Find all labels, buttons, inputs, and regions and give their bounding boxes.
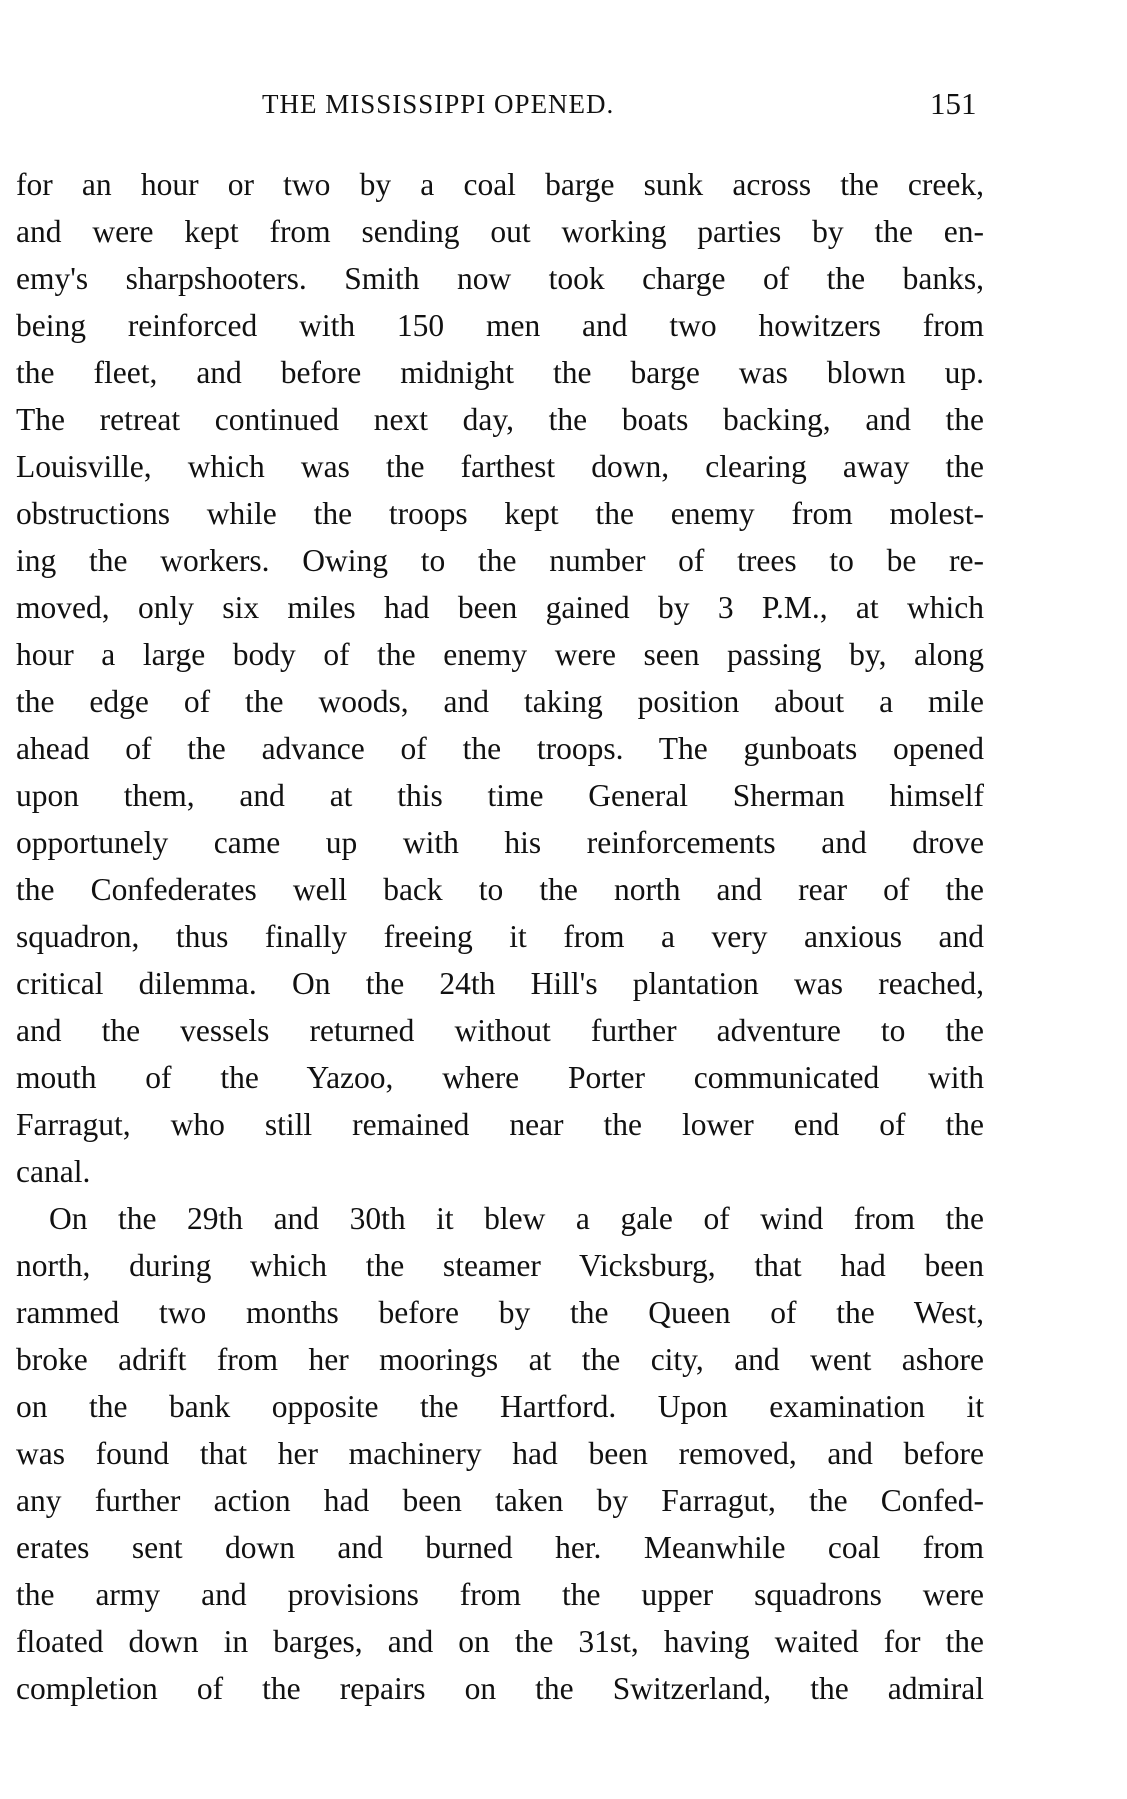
text-line: ahead of the advance of the troops. The gunboats opened [16, 731, 984, 766]
text-line: the army and provisions from the upper squadrons were [16, 1577, 984, 1612]
text-line: for an hour or two by a coal barge sunk across the creek, [16, 167, 984, 202]
text-line: being reinforced with 150 men and two howitzers from [16, 308, 984, 343]
text-line: the Confederates well back to the north and rear of the [16, 872, 984, 907]
text-line: emy's sharpshooters. Smith now took charge of the banks, [16, 261, 984, 296]
text-line: On the 29th and 30th it blew a gale of wind from the [49, 1201, 984, 1236]
text-line: Louisville, which was the farthest down, clearing away the [16, 449, 984, 484]
paragraph-1 [16, 161, 984, 1195]
text-line: was found that her machinery had been removed, and before [16, 1436, 984, 1471]
text-line: Farragut, who still remained near the lower end of the [16, 1107, 984, 1142]
text-line: rammed two months before by the Queen of the West, [16, 1295, 984, 1330]
text-line: and were kept from sending out working parties by the en- [16, 214, 984, 249]
text-line: The retreat continued next day, the boats backing, and the [16, 402, 984, 437]
text-line: upon them, and at this time General Sherman himself [16, 778, 984, 813]
text-line: the edge of the woods, and taking position about a mile [16, 684, 984, 719]
text-line: hour a large body of the enemy were seen passing by, along [16, 637, 984, 672]
text-line: mouth of the Yazoo, where Porter communicated with [16, 1060, 984, 1095]
text-line: critical dilemma. On the 24th Hill's plantation was reached, [16, 966, 984, 1001]
body-text [16, 161, 984, 1712]
text-line: squadron, thus finally freeing it from a very anxious and [16, 919, 984, 954]
text-line: any further action had been taken by Farragut, the Confed- [16, 1483, 984, 1518]
text-line: moved, only six miles had been gained by 3 P.M., at which [16, 590, 984, 625]
text-line: the fleet, and before midnight the barge was blown up. [16, 355, 984, 390]
text-line: floated down in barges, and on the 31st, having waited for the [16, 1624, 984, 1659]
text-line: north, during which the steamer Vicksburg, that had been [16, 1248, 984, 1283]
text-line: opportunely came up with his reinforcements and drove [16, 825, 984, 860]
text-line: completion of the repairs on the Switzerland, the admiral [16, 1671, 984, 1706]
page-header [0, 84, 1127, 124]
running-title: THE MISSISSIPPI OPENED. [262, 89, 615, 119]
page-number: 151 [930, 86, 977, 121]
text-line: canal. [16, 1154, 91, 1189]
paragraph-2 [16, 1195, 984, 1712]
text-line: ing the workers. Owing to the number of trees to be re- [16, 543, 984, 578]
text-line: obstructions while the troops kept the enemy from molest- [16, 496, 984, 531]
text-line: on the bank opposite the Hartford. Upon examination it [16, 1389, 984, 1424]
text-line: and the vessels returned without further adventure to the [16, 1013, 984, 1048]
text-line: broke adrift from her moorings at the city, and went ashore [16, 1342, 984, 1377]
text-line: erates sent down and burned her. Meanwhile coal from [16, 1530, 984, 1565]
